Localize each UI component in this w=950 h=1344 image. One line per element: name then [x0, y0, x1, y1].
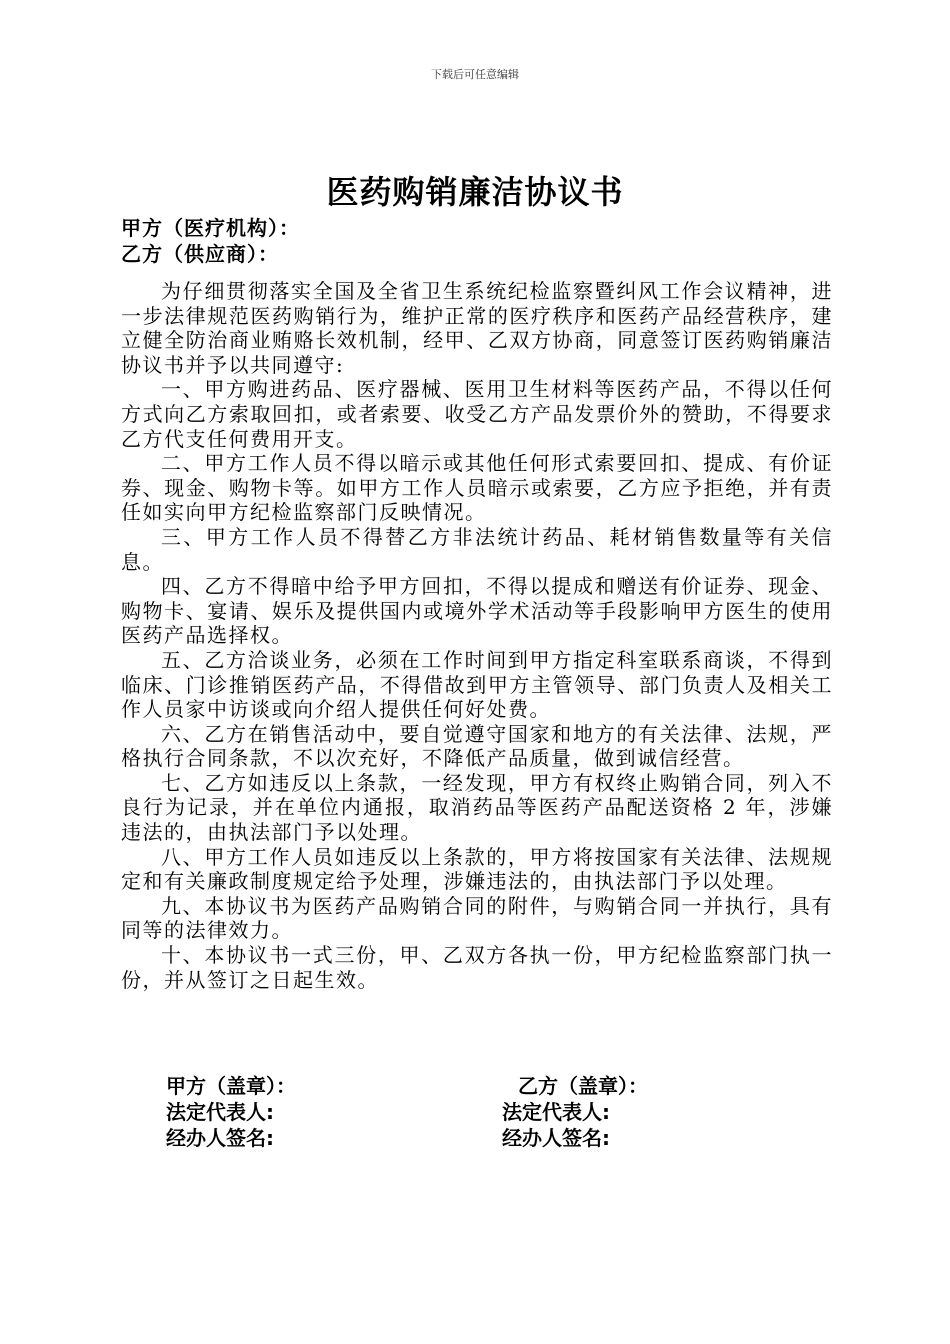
clause-3: 三、甲方工作人员不得替乙方非法统计药品、耗材销售数量等有关信息。: [121, 524, 833, 574]
clause-7: 七、乙方如违反以上条款，一经发现，甲方有权终止购销合同，列入不良行为记录，并在单位内通报，取消药品等医药产品配送资格 2 年，涉嫌违法的，由执法部门予以处理。: [121, 770, 833, 845]
clause-6: 六、乙方在销售活动中，要自觉遵守国家和地方的有关法律、法规，严格执行合同条款，不以次充好，不降低产品质量，做到诚信经营。: [121, 721, 833, 771]
clause-9: 九、本协议书为医药产品购销合同的附件，与购销合同一并执行，具有同等的法律效力。: [121, 893, 833, 943]
party-a-seal-label: 甲方（盖章）：: [166, 1074, 296, 1098]
party-b-seal-label: 乙方（盖章）：: [518, 1074, 648, 1098]
clause-4: 四、乙方不得暗中给予甲方回扣，不得以提成和赠送有价证券、现金、购物卡、宴请、娱乐及提供国内或境外学术活动等手段影响甲方医生的使用医药产品选择权。: [121, 574, 833, 648]
header-note: 下载后可任意编辑: [431, 68, 519, 81]
agreement-body: [121, 279, 833, 992]
clause-1: 一、甲方购进药品、医疗器械、医用卫生材料等医药产品，不得以任何方式向乙方索取回扣，或者索要、收受乙方产品发票价外的赞助，不得要求乙方代支任何费用开支。: [121, 377, 833, 451]
clause-8: 八、甲方工作人员如违反以上条款的，甲方将按国家有关法律、法规规定和有关廉政制度规定给予处理，涉嫌违法的，由执法部门予以处理。: [121, 844, 833, 894]
party-b-signature-block: [502, 1073, 648, 1151]
clause-5: 五、乙方洽谈业务，必须在工作时间到甲方指定科室联系商谈，不得到临床、门诊推销医药产品，不得借故到甲方主管领导、部门负责人及相关工作人员家中访谈或向介绍人提供任何好处费。: [121, 647, 833, 722]
party-b-label: 乙方（供应商）：: [121, 242, 279, 266]
document-title: 医药购销廉洁协议书: [326, 173, 624, 211]
party-b-legal-rep-label: 法定代表人:: [502, 1100, 610, 1124]
clause-2: 二、甲方工作人员不得以暗示或其他任何形式索要回扣、提成、有价证券、现金、购物卡等。如甲方工作人员暗示或索要，乙方应予拒绝，并有责任如实向甲方纪检监察部门反映情况。: [121, 451, 833, 525]
party-a-signature-block: [166, 1073, 296, 1151]
party-a-legal-rep-label: 法定代表人:: [166, 1100, 274, 1124]
party-a-handler-label: 经办人签名:: [166, 1126, 274, 1150]
clause-10: 十、本协议书一式三份，甲、乙双方各执一份，甲方纪检监察部门执一份，并从签订之日起生效。: [121, 943, 833, 992]
party-a-label: 甲方（医疗机构）：: [121, 216, 300, 240]
preamble-paragraph: 为仔细贯彻落实全国及全省卫生系统纪检监察暨纠风工作会议精神，进一步法律规范医药购销行为，维护正常的医疗秩序和医药产品经营秩序，建立健全防治商业贿赂长效机制，经甲、乙双方协商，同意签订医药购销廉洁协议书并予以共同遵守:: [121, 279, 833, 377]
party-b-handler-label: 经办人签名:: [502, 1126, 610, 1150]
